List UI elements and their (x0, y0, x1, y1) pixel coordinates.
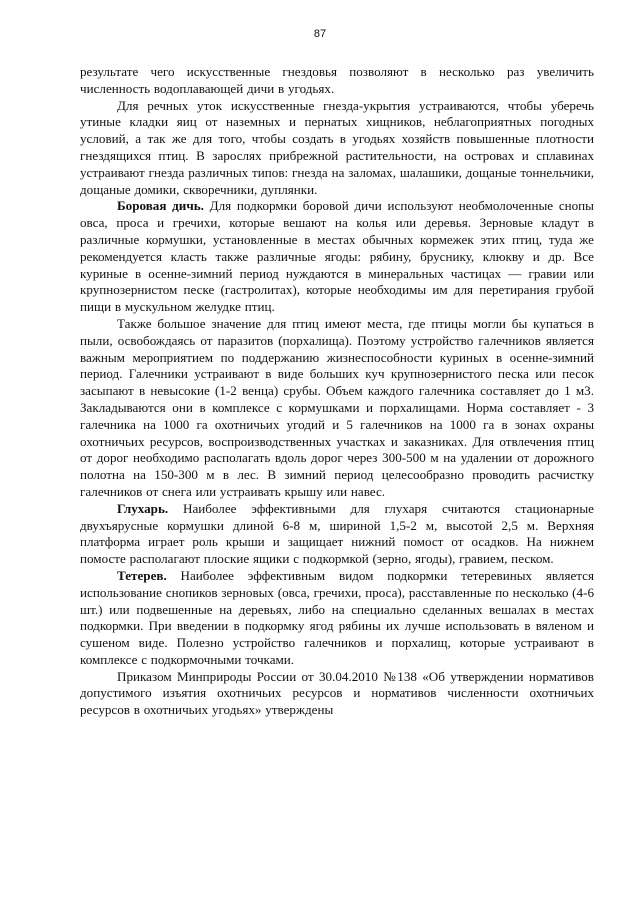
page-body (80, 64, 594, 719)
run-in-heading: Тетерев. (117, 567, 167, 583)
paragraph-black-grouse (80, 568, 594, 669)
paragraph-text: Для подкормки боровой дичи используют необмолоченные снопы овса, проса и гречихи, которые вешают на колья или деревья. Зерновые кладут в различные кормушки, установленные в местах обычных кормежек этих птиц, туда же рекомендуется класть также различные ягоды: рябину, бруснику, клюкву и др. Все куриные в осенне-зимний период нуждаются в минеральных частицах — гравии или крупнозернистом песке (гастролитах), которые необходимы им для перетирания грубой пищи в мускульном желудке птиц. (80, 198, 594, 315)
paragraph-continuation (80, 64, 594, 98)
paragraph-text: Для речных уток искусственные гнезда-укрытия устраиваются, чтобы уберечь утиные кладки яиц от наземных и пернатых хищников, неблагоприятных погодных условий, а так же для того, чтобы создать в угодьях хозяйств повышенные плотности гнездящихся птиц. В зарослях прибрежной растительности, на островах и сплавинах устраивают гнезда различных типов: гнезда на заломах, шалашики, дощаные тоннельчики, дощаные домики, скворечники, дуплянки. (80, 97, 594, 197)
run-in-heading: Глухарь. (117, 500, 169, 516)
paragraph-upland-game (80, 198, 594, 316)
paragraph-text: результате чего искусственные гнездовья позволяют в несколько раз увеличить численность водоплавающей дичи в угодьях. (80, 64, 594, 96)
paragraph-gravel-pits (80, 316, 594, 501)
paragraph-text: Также большое значение для птиц имеют места, где птицы могли бы купаться в пыли, освобождаясь от паразитов (порхалища). Поэтому устройство галечников является важным мероприятием по поддержанию жизнеспособности куриных в осенне-зимний период. Галечники устраивают в виде больших куч крупнозернистого песка или песок засыпают в невысокие (1-2 венца) срубы. Объем каждого галечника составляет до 1 м3. Закладываются они в комплексе с кормушками и порхалищами. Норма составляет - 3 галечника на 1000 га охотничьих угодий и 5 галечников на 1000 га в зонах охраны охотничьих ресурсов, воспроизводственных участках и заказниках. Для отвлечения птиц от дорог необходимо располагать вдоль дорог через 300-500 м на удалении от дорожного полотна на 150-300 м в лес. В зимний период целесообразно проводить расчистку галечников от снега или устраивать крышу или навес. (80, 315, 594, 499)
paragraph-text: Приказом Минприроды России от 30.04.2010 №138 «Об утверждении нормативов допустимого изъятия охотничьих ресурсов и нормативов численности охотничьих ресурсов в охотничьих угодьях» утверждены (80, 668, 594, 718)
paragraph-ministry-order (80, 669, 594, 719)
paragraph-text: Наиболее эффективными для глухаря считаются стационарные двухъярусные кормушки длиной 6-8 м, шириной 1,5-2 м, высотой 2,5 м. Верхняя платформа играет роль крыши и защищает нижний помост от осадков. На нижнем помосте располагают плоские ящики с подкормкой (зерно, ягоды), гравием, песком. (80, 500, 594, 567)
paragraph-river-ducks-nests (80, 98, 594, 199)
paragraph-text: Наиболее эффективным видом подкормки тетеревиных является использование снопиков зерновых (овса, гречихи, проса), расставленные по несколько (4-6 шт.) или подвешенные на деревьях, либо на специально сделанных вешалах в местах подкормки. При введении в подкормку ягод рябины их лучше использовать в вяленом и сушеном виде. Полезно устройство галечников и порхалищ, которые устраивают в комплексе с подкормочными точками. (80, 567, 594, 667)
run-in-heading: Боровая дичь. (117, 198, 204, 214)
paragraph-capercaillie (80, 501, 594, 568)
page-number: 87 (313, 28, 327, 40)
